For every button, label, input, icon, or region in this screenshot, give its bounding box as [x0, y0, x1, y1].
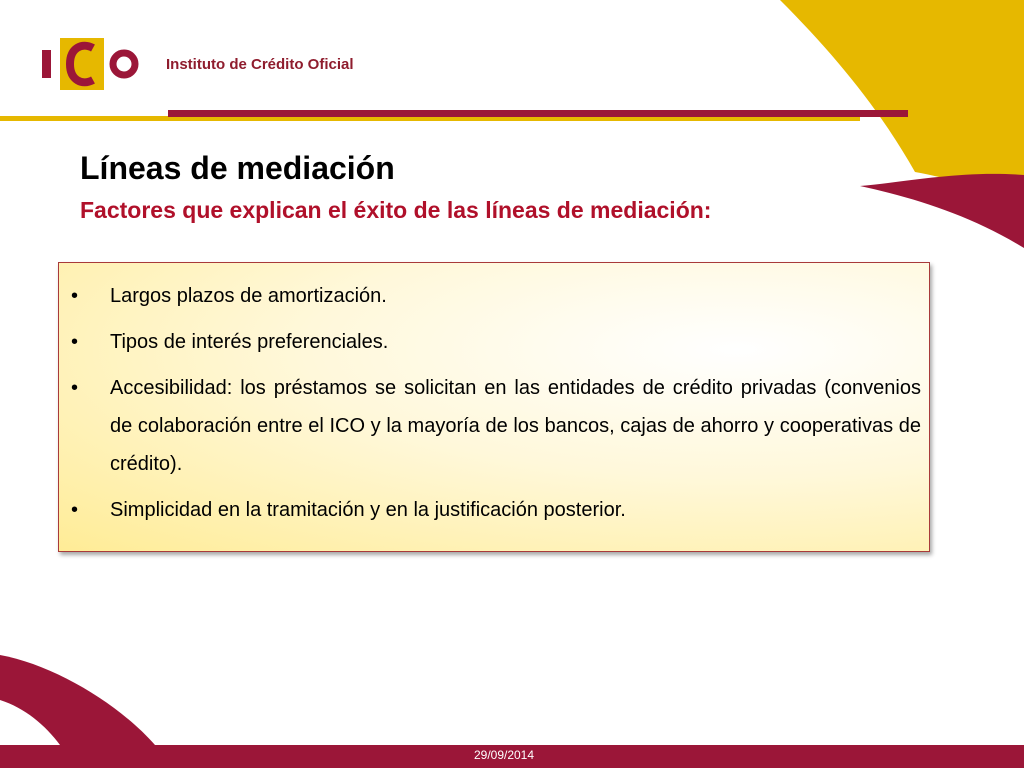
brand-name: Instituto de Crédito Oficial	[166, 56, 354, 73]
bullet-icon: •	[71, 285, 79, 307]
list-item	[71, 323, 921, 361]
content-box	[58, 262, 930, 552]
red-swoosh-top-shape	[860, 174, 1024, 248]
footer-date: 29/09/2014	[473, 748, 535, 762]
bullet-text: Simplicidad en la tramitación y en la justificación posterior.	[110, 499, 626, 521]
list-item	[71, 277, 921, 315]
page-subtitle: Factores que explican el éxito de las líneas de mediación:	[80, 197, 712, 223]
ico-logo	[38, 36, 148, 92]
bullet-text: Largos plazos de amortización.	[110, 285, 387, 307]
bullet-icon: •	[71, 377, 79, 399]
bullet-text: Tipos de interés preferenciales.	[110, 331, 389, 353]
bullet-icon: •	[71, 331, 79, 353]
bullet-list	[71, 277, 921, 537]
list-item	[71, 491, 921, 529]
logo-o-circle	[113, 53, 135, 75]
list-item	[71, 369, 921, 483]
page-title: Líneas de mediación	[80, 150, 395, 186]
bullet-text: Accesibilidad: los préstamos se solicitan en las entidades de crédito privadas (convenios de colaboración entre el ICO y la mayoría de los bancos, cajas de ahorro y cooperativas de crédito).	[110, 377, 921, 475]
header-red-line	[168, 110, 908, 117]
logo-i-bar	[42, 50, 51, 78]
bullet-icon: •	[71, 499, 79, 521]
